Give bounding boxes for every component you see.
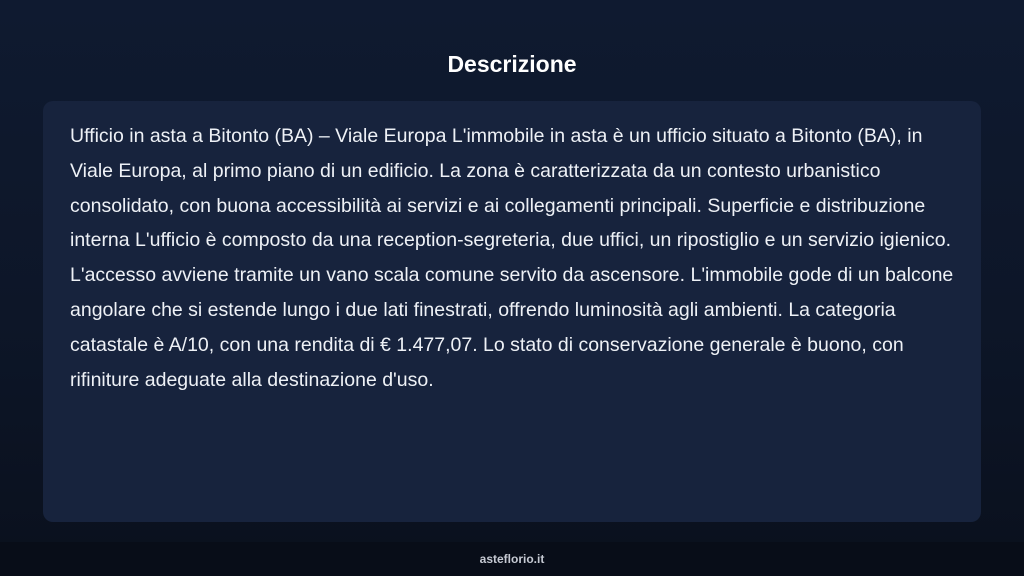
page-title: Descrizione [447, 51, 577, 77]
description-card [43, 101, 981, 522]
description-text: Ufficio in asta a Bitonto (BA) – Viale Europa L'immobile in asta è un ufficio situato a Bitonto (BA), in Viale Europa, al primo piano di un edificio. La zona è caratterizzata da un contesto urbanistico consolidato, con buona accessibilità ai servizi e ai collegamenti principali. Superficie e distribuzione interna L'ufficio è composto da una reception-segreteria, due uffici, un ripostiglio e un servizio igienico. L'accesso avviene tramite un vano scala comune servito da ascensore. L'immobile gode di un balcone angolare che si estende lungo i due lati finestrati, offrendo luminosità agli ambienti. La categoria catastale è A/10, con una rendita di € 1.477,07. Lo stato di conservazione generale è buono, con rifiniture adeguate alla destinazione d'uso. [70, 125, 954, 391]
footer-site-name: asteflorio.it [479, 552, 545, 566]
